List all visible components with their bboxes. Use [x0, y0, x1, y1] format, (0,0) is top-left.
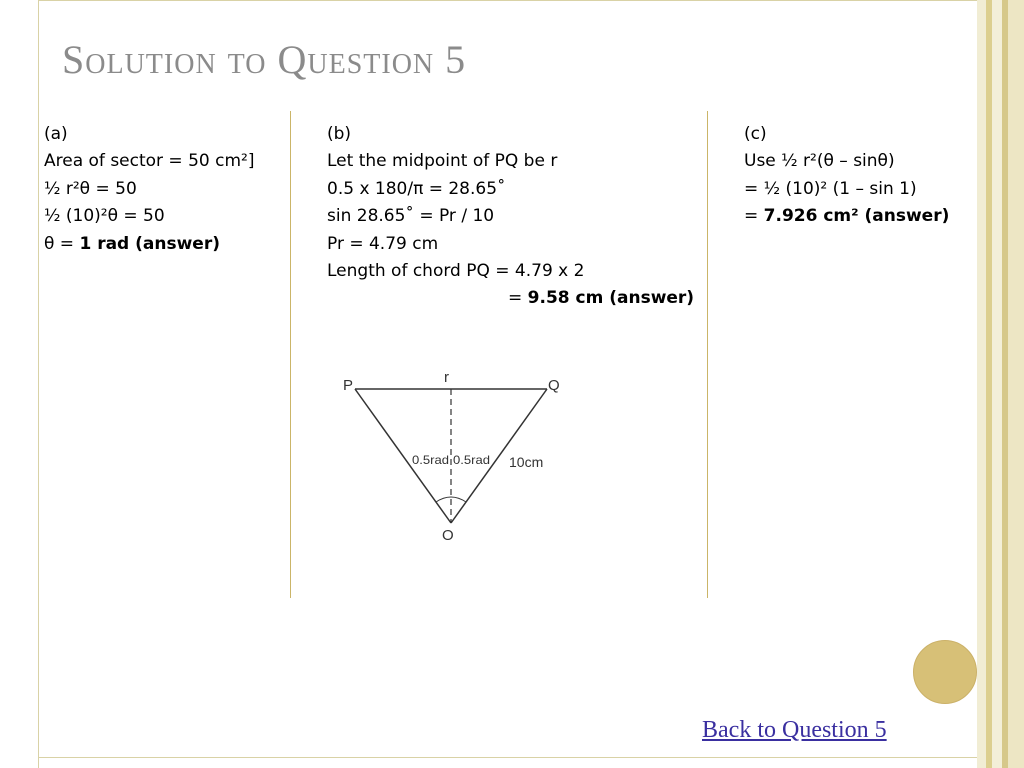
part-a-line: ½ r²θ = 50: [44, 178, 137, 199]
frame-left-line: [38, 0, 39, 768]
part-c-line: Use ½ r²(θ – sinθ): [744, 151, 895, 172]
part-b-line: Pr = 4.79 cm: [327, 233, 439, 254]
part-b-line: sin 28.65˚ = Pr / 10: [327, 206, 495, 227]
decorative-stripes: [977, 0, 1024, 768]
solution-part-c: [744, 121, 949, 231]
column-divider: [707, 111, 708, 598]
part-a-answer: 1 rad (answer): [79, 233, 220, 254]
solution-part-b: [327, 121, 694, 313]
sector-triangle-diagram: [330, 360, 580, 550]
part-c-heading: (c): [744, 124, 767, 144]
part-b-answer-line: [327, 285, 694, 312]
label-angle-right: 0.5rad: [453, 453, 490, 467]
part-b-heading: (b): [327, 124, 352, 144]
part-b-line: Let the midpoint of PQ be r: [327, 151, 558, 172]
part-b-line: 0.5 x 180/π = 28.65˚: [327, 178, 506, 199]
solution-part-a: [44, 121, 254, 258]
part-a-line: ½ (10)²θ = 50: [44, 206, 165, 227]
label-side-length: 10cm: [509, 454, 544, 470]
page-title: Solution to Question 5: [62, 37, 467, 82]
decorative-circle: [913, 640, 977, 704]
part-b-answer: 9.58 cm (answer): [527, 288, 695, 309]
stripe: [992, 0, 1002, 768]
label-angle-left: 0.5rad: [412, 453, 449, 467]
column-divider: [290, 111, 291, 598]
part-b-line: Length of chord PQ = 4.79 x 2: [327, 261, 585, 282]
label-o: O: [442, 527, 454, 544]
part-a-answer-line: [44, 231, 254, 258]
label-q: Q: [548, 377, 560, 394]
part-c-answer: 7.926 cm² (answer): [763, 206, 950, 227]
part-c-answer-line: [744, 203, 949, 230]
stripe: [1008, 0, 1024, 768]
part-b-answer-prefix: =: [508, 288, 528, 309]
label-p: P: [343, 377, 354, 394]
part-c-line: = ½ (10)² (1 – sin 1): [744, 178, 917, 199]
back-to-question-link[interactable]: Back to Question 5: [702, 717, 887, 743]
stripe: [977, 0, 986, 768]
label-r: r: [444, 369, 449, 386]
part-a-heading: (a): [44, 124, 68, 144]
frame-top-line: [38, 0, 978, 1]
frame-bottom-line: [38, 757, 978, 758]
part-a-line: Area of sector = 50 cm²]: [44, 151, 255, 172]
part-a-answer-prefix: θ =: [44, 233, 80, 254]
part-c-answer-prefix: =: [744, 206, 764, 227]
